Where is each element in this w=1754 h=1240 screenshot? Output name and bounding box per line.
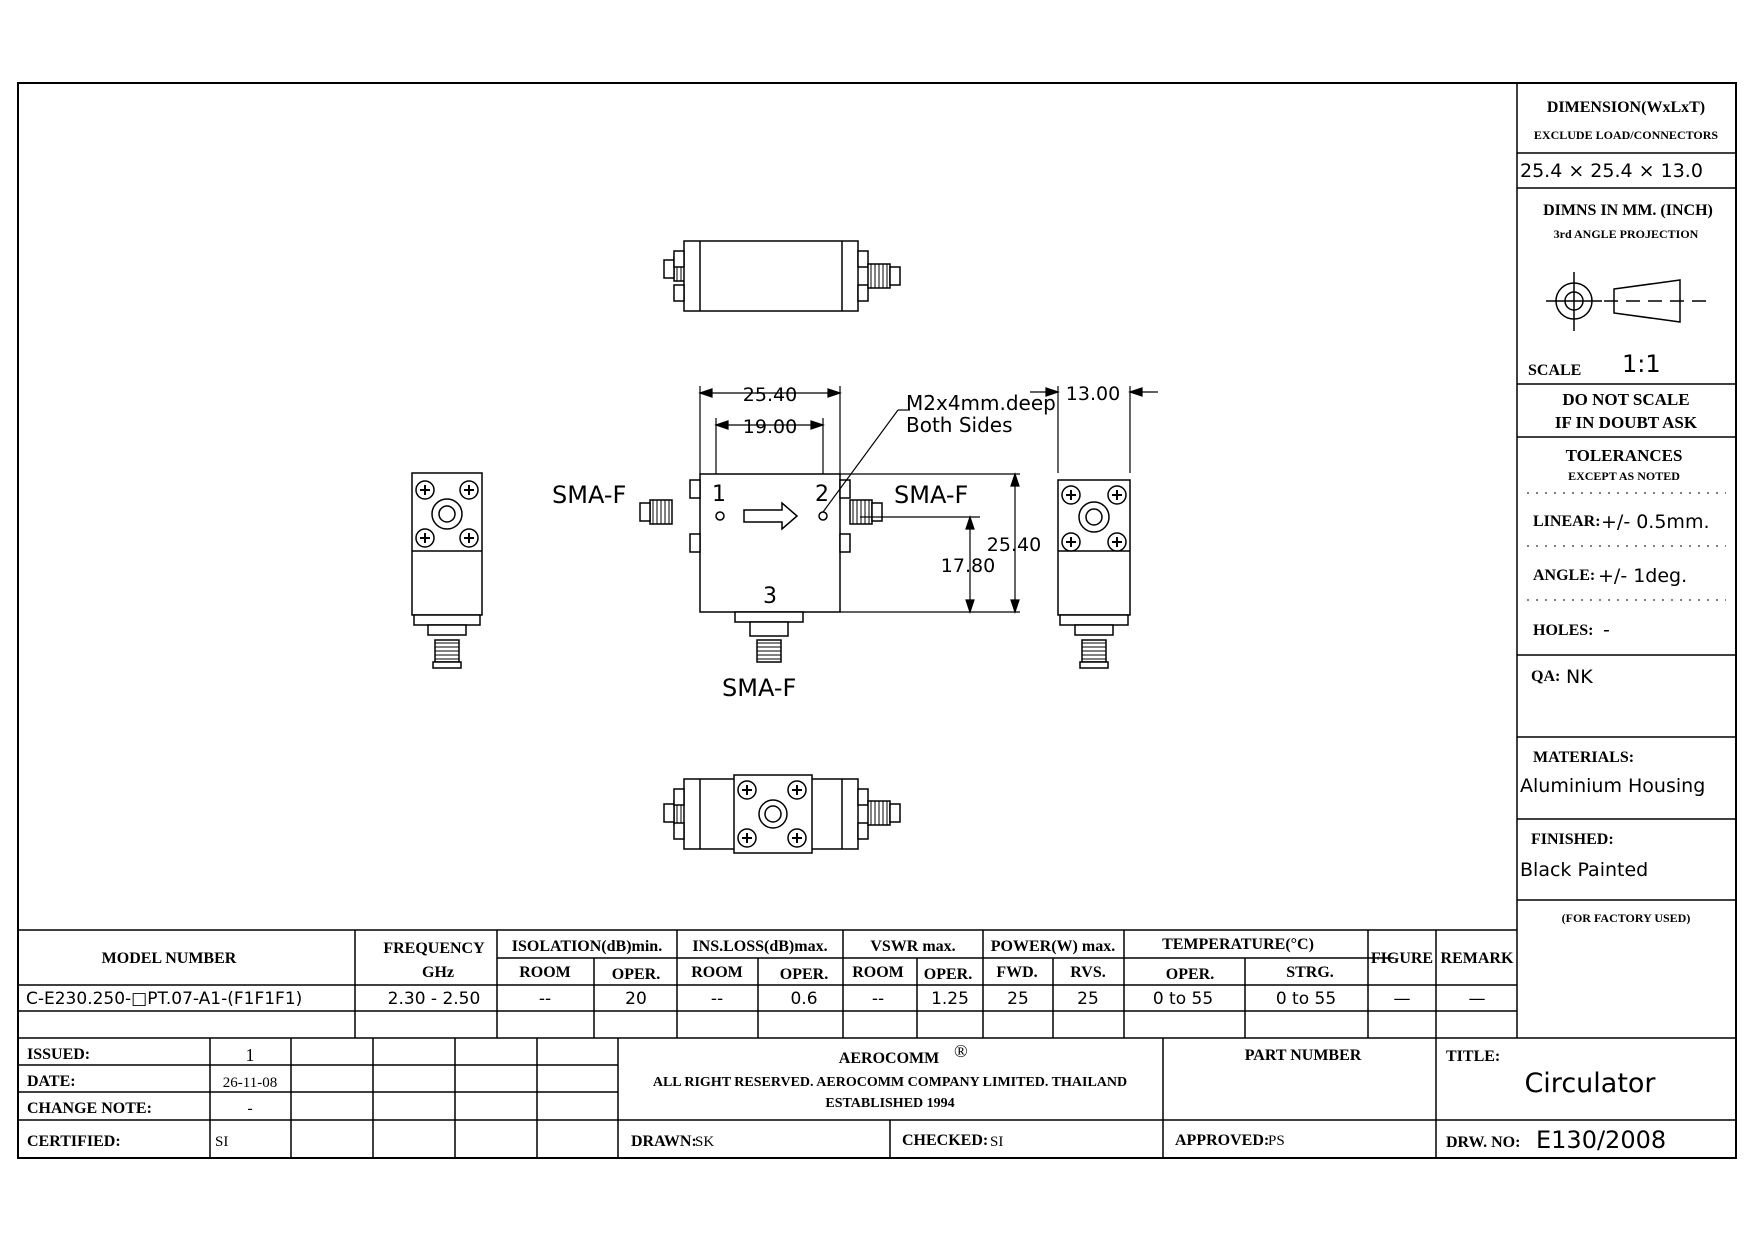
col-remark: REMARK	[1440, 950, 1514, 967]
sub-vswr-oper: OPER.	[923, 966, 973, 983]
sub-vswr-room: ROOM	[852, 964, 904, 981]
except-noted: EXCEPT AS NOTED	[1568, 469, 1680, 483]
qa-label: QA:	[1531, 668, 1561, 685]
dim-height: 25.40	[986, 534, 1042, 556]
left-side-view	[412, 473, 482, 668]
port-1-label: 1	[712, 482, 726, 507]
holes-label: HOLES:	[1533, 622, 1594, 639]
linear-label: LINEAR:	[1533, 513, 1601, 530]
cell-frequency: 2.30 - 2.50	[387, 989, 481, 1009]
port-2-label: 2	[815, 482, 829, 507]
do-not-scale-line-2: IF IN DOUBT ASK	[1554, 413, 1698, 432]
cell-iso-oper: 20	[625, 989, 647, 1009]
right-side-view	[1058, 480, 1130, 668]
company-name: AEROCOMM	[838, 1050, 940, 1067]
port-3-label: 3	[763, 584, 777, 609]
approved-value: PS	[1268, 1133, 1285, 1149]
cell-remark: —	[1468, 989, 1486, 1009]
approved-label: APPROVED:	[1175, 1132, 1270, 1149]
sub-power-fwd: FWD.	[996, 964, 1038, 981]
sub-ins-oper: OPER.	[779, 966, 829, 983]
units-note: DIMNS IN MM. (INCH)	[1543, 202, 1713, 219]
certified-value: SI	[215, 1134, 229, 1150]
col-isolation: ISOLATION(dB)min.	[511, 938, 663, 955]
dim-inner: 19.00	[742, 416, 798, 438]
sub-ins-room: ROOM	[691, 964, 743, 981]
scale-value: 1:1	[1622, 350, 1661, 378]
dimension-subheading: EXCLUDE LOAD/CONNECTORS	[1533, 128, 1719, 142]
tolerances-heading: TOLERANCES	[1565, 446, 1683, 465]
established-note: ESTABLISHED 1994	[825, 1096, 955, 1111]
connector-label-right: SMA-F	[894, 481, 969, 509]
cell-power-rvs: 25	[1077, 989, 1099, 1009]
hole-note-line-1: M2x4mm.deep	[906, 391, 1056, 415]
bottom-view	[664, 775, 900, 853]
connector-label-left: SMA-F	[552, 481, 627, 509]
date-value: 26-11-08	[222, 1075, 278, 1091]
drawn-value: SK	[695, 1134, 715, 1150]
finished-label: FINISHED:	[1531, 831, 1614, 848]
checked-value: SI	[990, 1134, 1004, 1150]
certified-label: CERTIFIED:	[27, 1133, 121, 1150]
issued-value: 1	[245, 1045, 255, 1065]
cell-model: C-E230.250-□PT.07-A1-(F1F1F1)	[26, 989, 303, 1009]
cell-power-fwd: 25	[1007, 989, 1029, 1009]
registered-mark: ®	[954, 1041, 968, 1061]
title-label: TITLE:	[1446, 1048, 1501, 1065]
checked-label: CHECKED:	[902, 1132, 989, 1149]
dimension-heading: DIMENSION(WxLxT)	[1546, 99, 1706, 116]
cell-iso-room: --	[538, 989, 552, 1009]
drawing-number-value: E130/2008	[1536, 1126, 1667, 1154]
hole-note-line-2: Both Sides	[906, 413, 1013, 437]
angle-value: +/- 1deg.	[1598, 565, 1688, 587]
dim-thickness: 13.00	[1065, 383, 1121, 405]
angle-label: ANGLE:	[1533, 567, 1596, 584]
do-not-scale-line-1: DO NOT SCALE	[1562, 390, 1690, 409]
cell-temp-oper: 0 to 55	[1152, 989, 1214, 1009]
dimension-value: 25.4 × 25.4 × 13.0	[1520, 160, 1703, 182]
holes-value: -	[1603, 619, 1610, 641]
drawing-number-label: DRW. NO:	[1446, 1134, 1521, 1151]
col-model-number: MODEL NUMBER	[101, 950, 237, 967]
cell-vswr-room: --	[871, 989, 885, 1009]
dim-offset: 17.80	[940, 555, 996, 577]
change-note-value: -	[247, 1100, 253, 1117]
issued-label: ISSUED:	[27, 1046, 91, 1063]
col-temperature: TEMPERATURE(°C)	[1162, 936, 1314, 953]
title-value: Circulator	[1524, 1068, 1656, 1099]
col-frequency-unit: GHz	[422, 964, 454, 981]
materials-value: Aluminium Housing	[1520, 775, 1706, 797]
third-angle-projection-symbol	[1546, 272, 1712, 331]
projection-note: 3rd ANGLE PROJECTION	[1553, 227, 1699, 241]
dim-width: 25.40	[742, 384, 798, 406]
scale-label: SCALE	[1528, 362, 1582, 379]
front-view	[640, 474, 882, 662]
materials-label: MATERIALS:	[1533, 749, 1635, 766]
drawn-label: DRAWN:	[631, 1133, 697, 1150]
sub-temp-oper: OPER.	[1165, 966, 1215, 983]
col-frequency: FREQUENCY	[383, 940, 485, 957]
col-power: POWER(W) max.	[990, 938, 1116, 955]
sub-iso-room: ROOM	[519, 964, 571, 981]
qa-value: NK	[1566, 666, 1593, 688]
date-label: DATE:	[27, 1073, 76, 1090]
change-note-label: CHANGE NOTE:	[27, 1100, 152, 1117]
sub-temp-strg: STRG.	[1286, 964, 1334, 981]
cell-figure: —	[1393, 989, 1411, 1009]
cell-ins-room: --	[710, 989, 724, 1009]
cell-vswr-oper: 1.25	[931, 989, 969, 1009]
cell-ins-oper: 0.6	[790, 989, 818, 1009]
connector-label-bottom: SMA-F	[722, 674, 797, 702]
sub-iso-oper: OPER.	[611, 966, 661, 983]
col-figure: FIGURE	[1370, 950, 1434, 967]
sub-power-rvs: RVS.	[1070, 964, 1106, 981]
factory-used-note: (FOR FACTORY USED)	[1561, 911, 1691, 925]
col-vswr: VSWR max.	[870, 938, 956, 955]
finished-value: Black Painted	[1520, 859, 1649, 881]
rights-notice: ALL RIGHT RESERVED. AEROCOMM COMPANY LIMITED. THAILAND	[652, 1075, 1128, 1090]
spec-data-row	[26, 989, 1486, 1009]
col-insertion-loss: INS.LOSS(dB)max.	[692, 938, 828, 955]
linear-value: +/- 0.5mm.	[1601, 511, 1710, 533]
part-number-label: PART NUMBER	[1244, 1047, 1362, 1064]
cell-temp-strg: 0 to 55	[1275, 989, 1337, 1009]
top-view	[664, 241, 900, 311]
